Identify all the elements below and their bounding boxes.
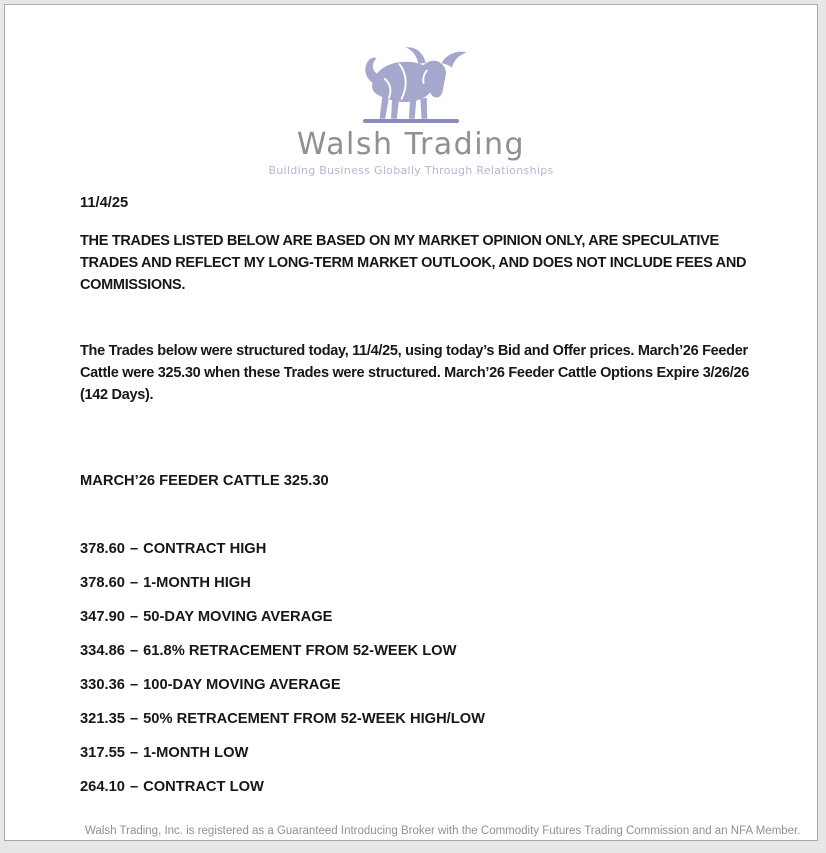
price-level-row	[80, 606, 771, 628]
level-price: 321.35	[80, 711, 125, 727]
level-label: 1-MONTH HIGH	[143, 575, 251, 591]
level-price: 334.86	[80, 643, 125, 659]
footer-disclaimer: Walsh Trading, Inc. is registered as a Guaranteed Introducing Broker with the Commodity Futures Trading Commission and an NFA Member.	[85, 825, 801, 837]
document-body	[5, 192, 817, 798]
level-separator: –	[129, 575, 139, 591]
level-separator: –	[129, 745, 139, 761]
report-date: 11/4/25	[80, 195, 129, 211]
level-price: 378.60	[80, 575, 125, 591]
document-page	[4, 4, 818, 841]
level-separator: –	[129, 609, 139, 625]
walsh-trading-logo	[5, 5, 817, 178]
level-label: 61.8% RETRACEMENT FROM 52-WEEK LOW	[143, 643, 457, 659]
price-levels-list	[80, 538, 771, 798]
logo-wordmark: Walsh Trading	[296, 127, 526, 162]
price-level-row	[80, 742, 771, 764]
level-label: 100-DAY MOVING AVERAGE	[143, 677, 341, 693]
price-level-row	[80, 640, 771, 662]
level-price: 330.36	[80, 677, 125, 693]
price-level-row	[80, 572, 771, 594]
disclaimer-paragraph: THE TRADES LISTED BELOW ARE BASED ON MY MARKET OPINION ONLY, ARE SPECULATIVE TRADES AND REFLECT MY LONG-TERM MARKET OUTLOOK, AND DOES NOT INCLUDE FEES AND COMMISSIONS.	[80, 233, 747, 293]
price-level-row	[80, 708, 771, 730]
level-label: CONTRACT LOW	[143, 779, 264, 795]
price-level-row	[80, 538, 771, 560]
level-separator: –	[129, 677, 139, 693]
level-price: 317.55	[80, 745, 125, 761]
level-separator: –	[129, 779, 139, 795]
level-label: 50-DAY MOVING AVERAGE	[143, 609, 333, 625]
level-price: 264.10	[80, 779, 125, 795]
level-label: 50% RETRACEMENT FROM 52-WEEK HIGH/LOW	[143, 711, 486, 727]
level-separator: –	[129, 711, 139, 727]
level-label: CONTRACT HIGH	[143, 541, 267, 557]
level-price: 378.60	[80, 541, 125, 557]
logo-tagline: Building Business Globally Through Relationships	[268, 164, 554, 177]
logo-ground-bar	[363, 119, 459, 123]
contract-heading: MARCH’26 FEEDER CATTLE 325.30	[80, 473, 329, 489]
level-price: 347.90	[80, 609, 125, 625]
level-separator: –	[129, 541, 139, 557]
intro-paragraph: The Trades below were structured today, 11/4/25, using today’s Bid and Offer prices. March’26 Feeder Cattle were 325.30 when these Trades were structured. March’26 Feeder Cattle Options Expire 3/26/26 (142 Days).	[80, 343, 750, 403]
level-label: 1-MONTH LOW	[143, 745, 249, 761]
price-level-row	[80, 776, 771, 798]
price-level-row	[80, 674, 771, 696]
bull-icon	[348, 41, 474, 121]
level-separator: –	[129, 643, 139, 659]
